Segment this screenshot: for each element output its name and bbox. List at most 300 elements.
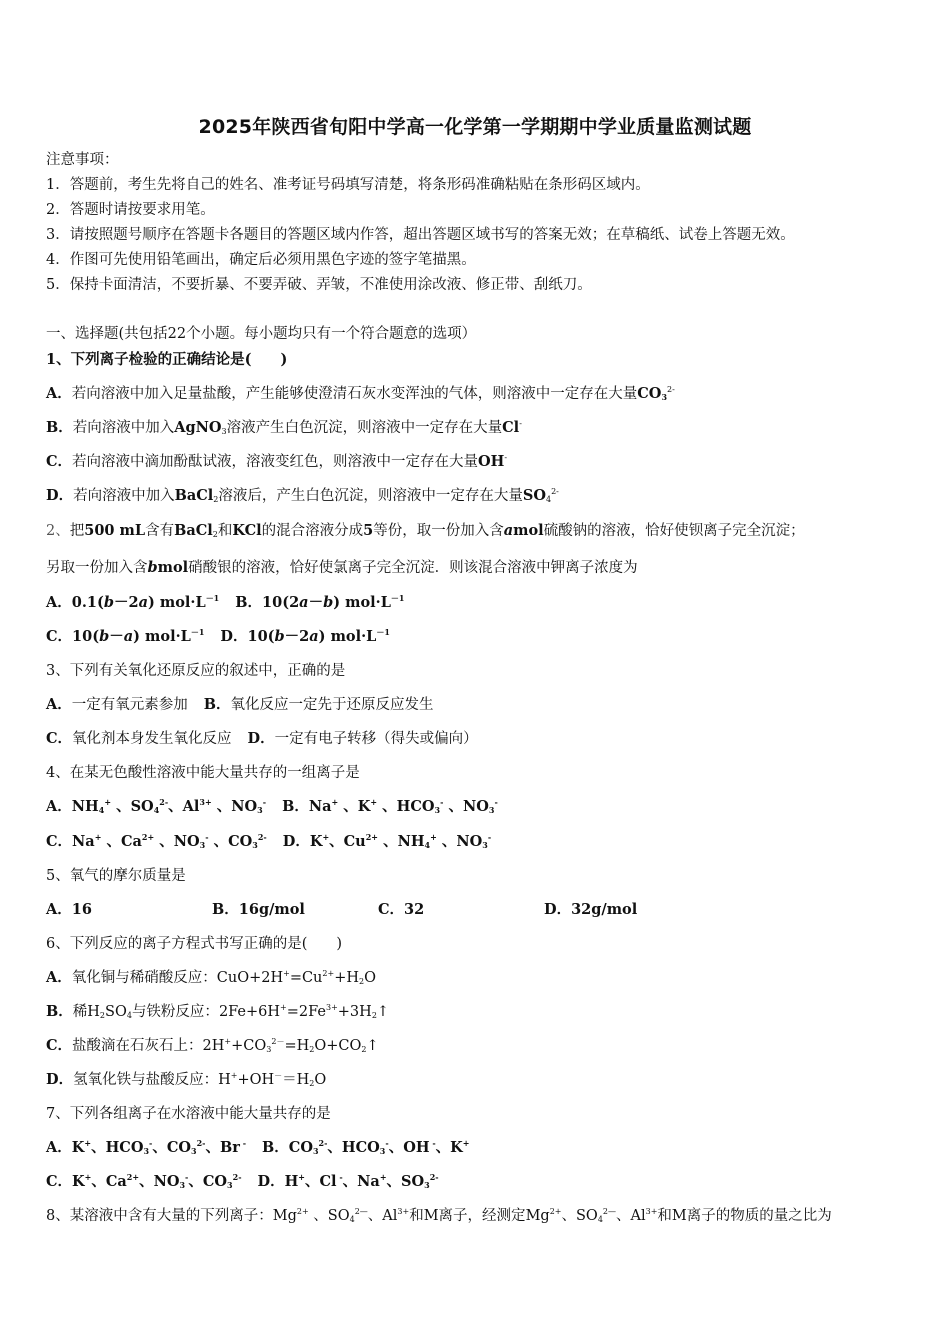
separator: 、 [216,798,232,815]
separator: 、 [168,798,183,815]
superscript: 2— [354,1207,368,1216]
ion-formula: SO [522,487,546,504]
superscript: 2－ [271,1037,285,1046]
equation: +H [334,970,359,986]
question-number: 2、 [46,523,70,539]
separator: 、 [152,1139,167,1156]
separator: 、 [448,798,463,815]
ion: CO [288,1139,313,1156]
question-7-stem [46,1104,331,1124]
question-1-option-b [46,418,522,438]
question-2-stem-line-1 [46,521,805,541]
variable-a: a [503,522,514,539]
question-4-options-cd [46,832,491,852]
option-text: 溶液产生白色沉淀，则溶液中一定存在大量 [226,420,503,436]
ion: CO [202,1173,228,1190]
superscript: - [205,832,209,842]
question-stem-text: 1、下列离子检验的正确结论是( ) [46,351,288,368]
superscript: + [94,832,102,842]
subscript: 4 [424,840,431,850]
ion: K [71,1139,85,1156]
ion: NO [462,798,489,815]
superscript: + [298,1172,305,1182]
superscript: 2+ [141,832,155,842]
option-label: A． [46,696,72,713]
option-label: B． [212,901,239,918]
equation: +CO [231,1038,267,1054]
stem-text: 、 [308,1208,328,1224]
subscript: 3 [179,1180,186,1190]
option-label: B． [262,1139,289,1156]
formula: SO [105,1004,127,1020]
question-8-stem [46,1206,832,1226]
question-3-stem [46,661,345,681]
subscript: 3 [191,1146,197,1156]
stem-text: 和M离子的物质的量之比为 [657,1208,832,1224]
ion: NO [153,1173,180,1190]
option-label: C． [46,1037,73,1054]
ion: NO [456,833,483,850]
question-5-options [46,900,637,920]
expr: － [109,628,124,645]
subscript: 3 [252,840,258,850]
option-text: 16g/mol [238,901,305,918]
stem-text: 和 [217,523,233,539]
question-2-stem-line-2 [46,558,638,578]
var: a [138,594,148,611]
variable-b: b [147,559,158,576]
ion: K [357,798,371,815]
notice-item: 2．答题时请按要求用笔。 [46,202,215,218]
question-6-stem [46,934,342,954]
notice-item: 1．答题前，考生先将自己的姓名、准考证号码填写清楚，将条形码准确粘贴在条形码区域内。 [46,177,650,193]
expr: ) mol·L [318,628,377,645]
option-label: C． [46,1173,73,1190]
ion: H [284,1173,299,1190]
reagent-formula: AgNO [174,419,222,436]
option-label: D． [247,730,275,747]
equation: =2Fe [286,1004,326,1020]
separator: 、 [91,1139,106,1156]
separator: 、 [435,1139,451,1156]
notice-item: 5．保持卡面清洁，不要折暴、不要弄破、弄皱，不准使用涂改液、修正带、刮纸刀。 [46,277,592,293]
superscript: －1 [205,593,220,603]
subscript: 2 [361,1045,367,1054]
option-label: C． [46,833,73,850]
ion: SO [576,1208,598,1224]
unit: mol [513,522,544,539]
stem-text: 硫酸钠的溶液，恰好使钡离子完全沉淀； [543,523,805,539]
formula: BaCl [174,522,213,539]
var: b [103,594,114,611]
option-text: 32g/mol [571,901,638,918]
number: 5 [363,522,374,539]
superscript: + [370,797,378,807]
question-6-option-a [46,968,376,988]
section-heading: 一、选择题(共包括22个小题。每小题均只有一个符合题意的选项） [46,326,477,342]
subscript: 3 [266,1045,272,1054]
superscript: + [283,969,290,978]
superscript: + [84,1138,92,1148]
var: a [123,628,134,645]
superscript: - [440,797,444,807]
superscript: + [104,797,112,807]
expr: － [308,594,324,611]
subscript: 2 [309,1079,315,1088]
stem-text: 、 [367,1208,383,1224]
var: b [99,628,110,645]
equation: ↑ [366,1038,379,1054]
superscript: 3+ [199,797,212,807]
var: a [299,594,309,611]
option-text: 氢氧化铁与盐酸反应： [73,1072,219,1088]
superscript: + [84,1172,92,1182]
question-7-options-cd [46,1172,439,1192]
separator: 、 [382,798,397,815]
superscript: - [519,419,522,428]
superscript: + [230,1071,238,1080]
option-text: 氧化剂本身发生氧化反应 [72,731,232,747]
option-text: 与铁粉反应： [131,1004,219,1020]
separator: 、 [205,1139,220,1156]
option-label: D． [46,487,74,504]
ion: SO [401,1173,425,1190]
subscript: 4 [545,495,552,504]
ion: Mg [525,1208,550,1224]
option-label: A． [46,385,72,402]
option-label: C． [46,730,73,747]
stem-text: 等份，取一份加入含 [373,523,504,539]
ion: OH [403,1139,430,1156]
var: b [274,628,285,645]
ion: Ca [105,1173,127,1190]
question-3-options-ab [46,695,434,715]
option-text: 一定有电子转移（得失或偏向） [274,731,478,747]
option-label: D． [220,628,248,645]
option-label: B． [235,594,263,611]
equation: CuO+2H [216,970,284,986]
equation: +3H [337,1004,372,1020]
option-label: B． [203,696,231,713]
formula: H [87,1004,100,1020]
subscript: 3 [221,427,227,436]
superscript: 2+ [322,969,335,978]
option-label: A． [46,969,72,986]
subscript: 4 [597,1215,603,1224]
option-label: C． [378,901,405,918]
subscript: 4 [126,1011,132,1020]
subscript: 3 [424,1180,430,1190]
subscript: 3 [143,1146,150,1156]
subscript: 4 [349,1215,355,1224]
equation: =H [284,1038,310,1054]
ion: NO [173,833,200,850]
question-1-option-a [46,384,675,404]
ion: Cu [343,833,366,850]
question-stem-text: 4、在某无色酸性溶液中能大量共存的一组离子是 [46,765,360,781]
option-label: D． [257,1173,285,1190]
subscript: 2 [371,1011,377,1020]
subscript: 3 [379,1146,386,1156]
stem-text: 含有 [145,523,175,539]
question-3-options-cd [46,729,478,749]
separator: 、 [188,1173,203,1190]
option-text: 若向溶液中加入 [72,420,175,436]
ion: K [450,1139,463,1156]
superscript: 2+ [126,1172,140,1182]
option-c [378,900,544,920]
superscript: + [224,1037,232,1046]
superscript: + [331,797,339,807]
option-text: 若向溶液中滴加酚酞试液，溶液变红色，则溶液中一定存在大量 [72,454,479,470]
question-7-options-ab [46,1138,469,1158]
equation: O [314,1072,327,1088]
ion: Na [72,833,95,850]
superscript: 3+ [645,1207,658,1216]
option-label: B． [46,1003,73,1020]
var: a [309,628,319,645]
question-stem-text: 3、下列有关氧化还原反应的叙述中，正确的是 [46,663,346,679]
separator: 、 [139,1173,154,1190]
stem-text: 、 [561,1208,576,1224]
ion: Br [220,1139,240,1156]
ion: K [309,833,323,850]
option-label: D． [282,833,310,850]
question-2-options-ab [46,593,404,613]
stem-text: 和M离子，经测定 [409,1208,526,1224]
question-4-options-ab [46,797,498,817]
stem-text: 把 [69,523,85,539]
ion-formula: Cl [502,419,520,436]
ion: K [72,1173,85,1190]
formula: KCl [232,522,262,539]
option-label: A． [46,798,72,815]
superscript: - [239,1138,247,1148]
superscript: 2+ [296,1207,309,1216]
option-text: 若向溶液中加入足量盐酸，产生能够使澄清石灰水变浑浊的气体，则溶液中一定存在大量 [71,386,638,402]
separator: 、 [305,1173,320,1190]
ion: SO [327,1208,350,1224]
superscript: 2— [602,1207,617,1216]
option-text: 氧化铜与稀硝酸反应： [71,970,217,986]
expr: －2 [284,628,310,645]
equation: ↑ [376,1004,390,1020]
subscript: 3 [227,1180,233,1190]
question-2-options-cd [46,627,390,647]
option-label: A． [46,901,72,918]
question-1-stem [46,350,287,370]
ion: Na [308,798,332,815]
superscript: 2- [257,832,267,842]
expr: 10( [247,628,275,645]
equation: +OH [237,1072,275,1088]
superscript: －1 [190,627,205,637]
subscript: 3 [257,805,263,815]
stem-text: 另取一份加入含 [46,560,148,576]
notice-item: 4．作图可先使用铅笔画出，确定后必须用黑色字迹的签字笔描黑。 [46,252,476,268]
ion: Al [182,798,200,815]
notice-heading: 注意事项： [46,152,119,168]
question-1-option-c [46,452,507,472]
subscript: 2 [212,530,218,539]
subscript: 2 [359,977,365,986]
option-label: D． [46,1071,74,1088]
superscript: 3+ [325,1003,338,1012]
question-6-option-c [46,1036,379,1056]
option-text: 16 [71,901,92,918]
superscript: 3+ [397,1207,410,1216]
subscript: 3 [312,1146,319,1156]
option-text: 氧化反应一定先于还原反应发生 [230,697,434,713]
superscript: 2- [232,1172,242,1182]
subscript: 2 [99,1011,106,1020]
superscript: 2- [429,1172,439,1182]
ion: Al [630,1208,646,1224]
superscript: - [385,1138,389,1148]
separator: 、 [116,798,131,815]
subscript: 3 [488,805,495,815]
option-text: 稀 [72,1004,88,1020]
superscript: + [379,1172,387,1182]
superscript: - [262,797,267,807]
unit: mol [157,559,189,576]
ion: Cl [319,1173,337,1190]
separator: 、 [329,833,344,850]
subscript: 2 [213,495,219,504]
option-b [212,900,378,920]
stem-text: 的混合溶液分成 [261,523,364,539]
ion: HCO [396,798,435,815]
superscript: 2- [318,1138,328,1148]
option-label: C． [46,453,73,470]
ion: NH [71,798,99,815]
separator: 、 [342,1173,358,1190]
equation: 2Fe+6H [218,1004,281,1020]
subscript: 3 [199,840,206,850]
expr: ) mol·L [148,594,206,611]
separator: 、 [388,1139,404,1156]
question-stem-text: 7、下列各组离子在水溶液中能大量共存的是 [46,1106,331,1122]
notice-item: 3．请按照题号顺序在答题卡各题目的答题区域内作答，超出答题区域书写的答案无效；在草稿纸、试卷上答题无效。 [46,227,795,243]
equation: 2H [202,1038,225,1054]
ion: Mg [272,1208,297,1224]
equation: O [364,970,376,986]
superscript: － [274,1071,283,1080]
superscript: + [462,1138,470,1148]
subscript: 2 [309,1045,315,1054]
option-label: A． [46,594,72,611]
superscript: 2- [551,487,559,496]
separator: 、 [383,833,398,850]
superscript: - [149,1138,153,1148]
equation: =Cu [289,970,323,986]
ion: HCO [105,1139,144,1156]
separator: 、 [91,1173,106,1190]
expr: 10(2 [262,594,300,611]
superscript: - [185,1172,189,1182]
superscript: - [336,1172,343,1182]
subscript: 4 [98,805,105,815]
separator: 、 [441,833,457,850]
option-label: D． [544,901,572,918]
equation: O+CO [314,1038,362,1054]
expr: 0.1( [71,594,104,611]
ion: Na [357,1173,380,1190]
subscript: 3 [482,840,488,850]
stem-text: 、 [616,1208,631,1224]
question-6-option-d [46,1070,326,1090]
stem-text: 8、某溶液中含有大量的下列离子： [46,1208,273,1224]
question-4-stem [46,763,360,783]
subscript: 4 [153,805,160,815]
ion-formula: OH [478,453,505,470]
var: b [323,594,334,611]
superscript: - [487,832,492,842]
ion: NH [397,833,425,850]
subscript: 3 [661,392,668,402]
superscript: －1 [376,627,390,637]
question-6-option-b [46,1002,389,1022]
expr: －2 [114,594,139,611]
option-text: 盐酸滴在石灰石上： [72,1038,203,1054]
question-5-stem [46,866,186,886]
ion: SO [130,798,154,815]
question-1-option-d [46,486,559,506]
option-label: A． [46,1139,72,1156]
superscript: －1 [390,593,405,603]
ion-formula: CO [637,385,662,402]
ion: NO [231,798,258,815]
option-text: 若向溶液中加入 [73,488,175,504]
separator: 、 [386,1173,402,1190]
superscript: - [429,1138,436,1148]
reagent-formula: BaCl [174,487,214,504]
ion: CO [228,833,253,850]
option-text: 一定有氧元素参加 [71,697,188,713]
separator: 、 [159,833,174,850]
option-text: 32 [404,901,425,918]
ion: Al [382,1208,398,1224]
stem-text: 硝酸银的溶液，恰好使氯离子完全沉淀．则该混合溶液中钾离子浓度为 [188,560,638,576]
volume: 500 mL [84,522,146,539]
superscript: 2- [196,1138,206,1148]
subscript: 3 [434,805,441,815]
ion: HCO [341,1139,380,1156]
separator: 、 [213,833,229,850]
question-stem-text: 6、下列反应的离子方程式书写正确的是( ) [46,936,343,952]
superscript: + [280,1003,287,1012]
superscript: 2- [159,797,169,807]
option-label: B． [282,798,309,815]
expr: ) mol·L [133,628,191,645]
page-title: 2025年陕西省旬阳中学高一化学第一学期期中学业质量监测试题 [198,116,752,138]
option-label: C． [46,628,73,645]
ion: Ca [120,833,142,850]
expr: 10( [72,628,100,645]
separator: 、 [343,798,358,815]
superscript: 2- [667,385,675,394]
separator: 、 [106,833,121,850]
expr: ) mol·L [333,594,391,611]
option-d [544,900,637,920]
option-label: B． [46,419,73,436]
superscript: - [494,797,498,807]
superscript: 2+ [365,832,379,842]
separator: 、 [327,1139,342,1156]
equation: ＝H [282,1072,310,1088]
equation: H [218,1072,231,1088]
question-stem-text: 5、氧气的摩尔质量是 [46,868,186,884]
